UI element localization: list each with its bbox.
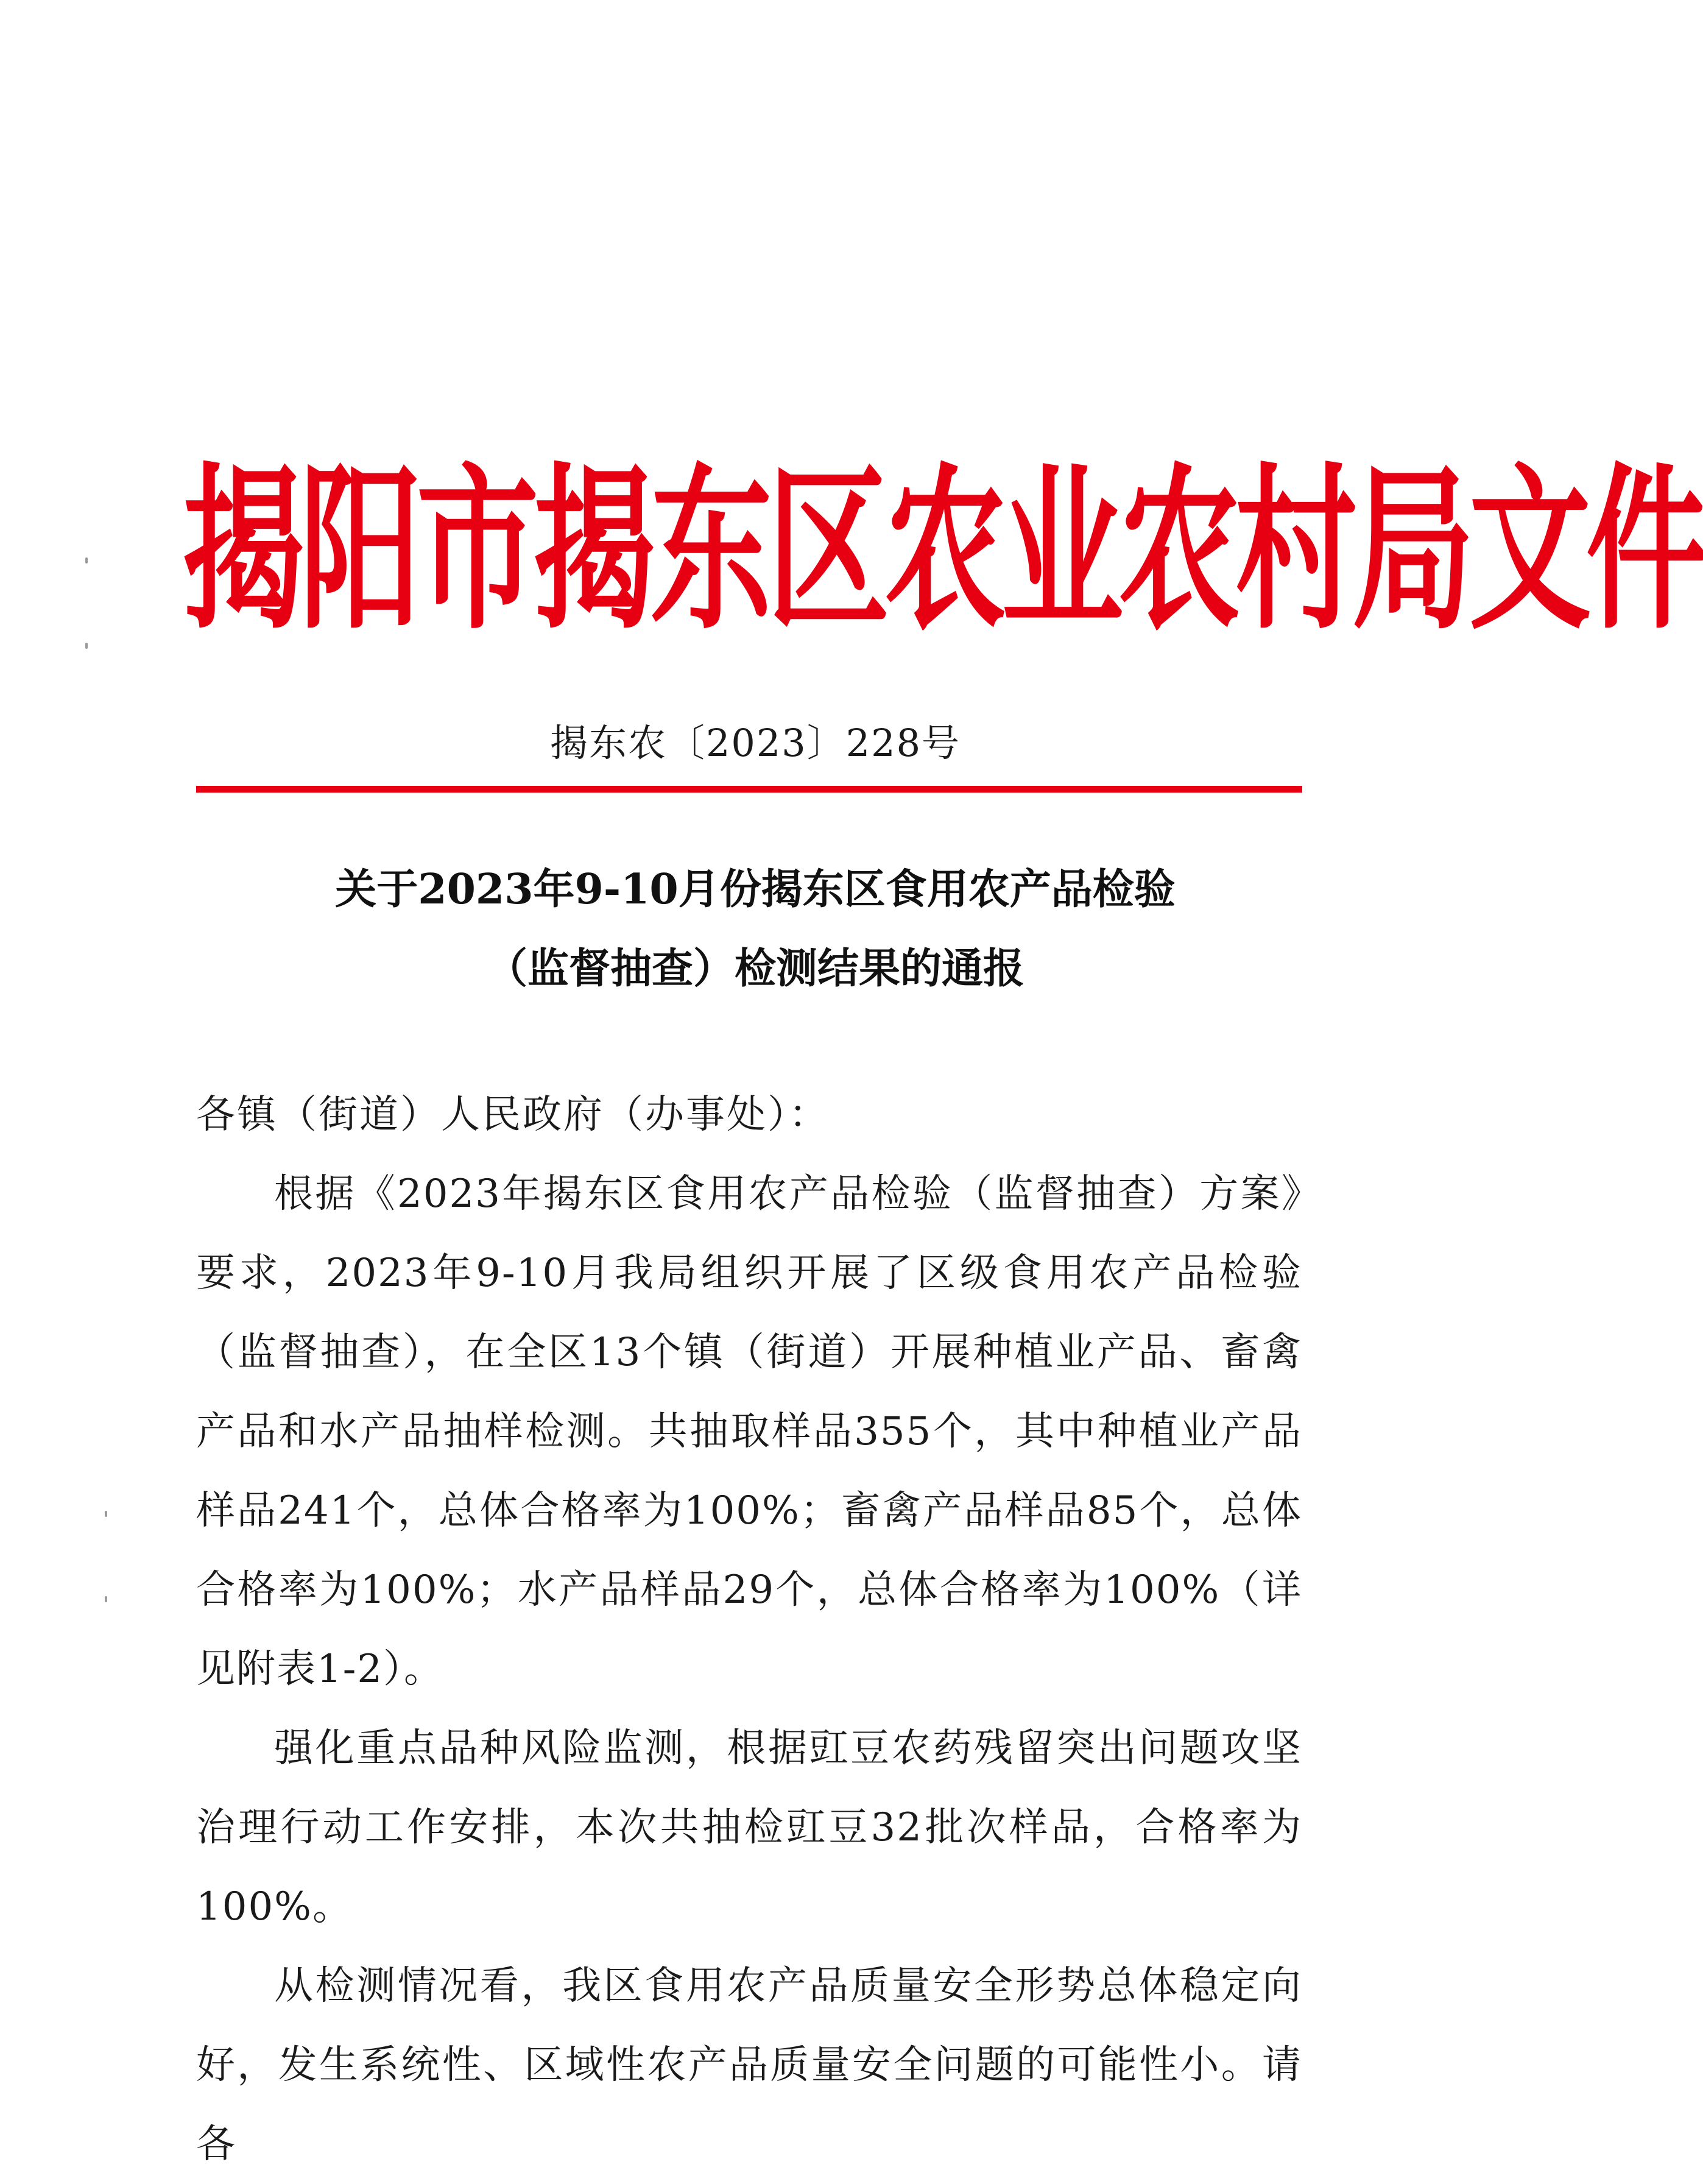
body-paragraph-2: 强化重点品种风险监测，根据豇豆农药残留突出问题攻坚治理行动工作安排，本次共抽检豇豆32批次样品，合格率为100%。 [196,1726,1302,1929]
document-number: 揭东农〔2023〕228号 [549,721,961,765]
body-text [196,1154,1302,2184]
notice-title [183,850,1328,1008]
scan-speck [85,557,88,564]
red-separator-line [196,786,1302,793]
org-header-title: 揭阳市揭东区农业农村局文件 [183,448,1703,654]
body-paragraph-1: 根据《2023年揭东区食用农产品检验（监督抽查）方案》要求，2023年9-10月我局组织开展了区级食用农产品检验（监督抽查），在全区13个镇（街道）开展种植业产品、畜禽产品和水产品抽样检测。共抽取样品355个，其中种植业产品样品241个，总体合格率为100%；畜禽产品样品85个，总体合格率为100%；水产品样品29个，总体合格率为100%（详见附表1-2）。 [196,1172,1302,1692]
body-paragraph-3: 从检测情况看，我区食用农产品质量安全形势总体稳定向好，发生系统性、区域性农产品质量安全问题的可能性小。请各 [196,1963,1302,2167]
scan-speck [85,643,88,649]
notice-title-line-2: （监督抽查）检测结果的通报 [485,944,1024,993]
salutation: 各镇（街道）人民政府（办事处）： [196,1092,830,1137]
scan-speck [105,1596,107,1602]
notice-title-line-1: 关于2023年9-10月份揭东区食用农产品检验 [335,865,1176,914]
scan-speck [105,1511,107,1517]
